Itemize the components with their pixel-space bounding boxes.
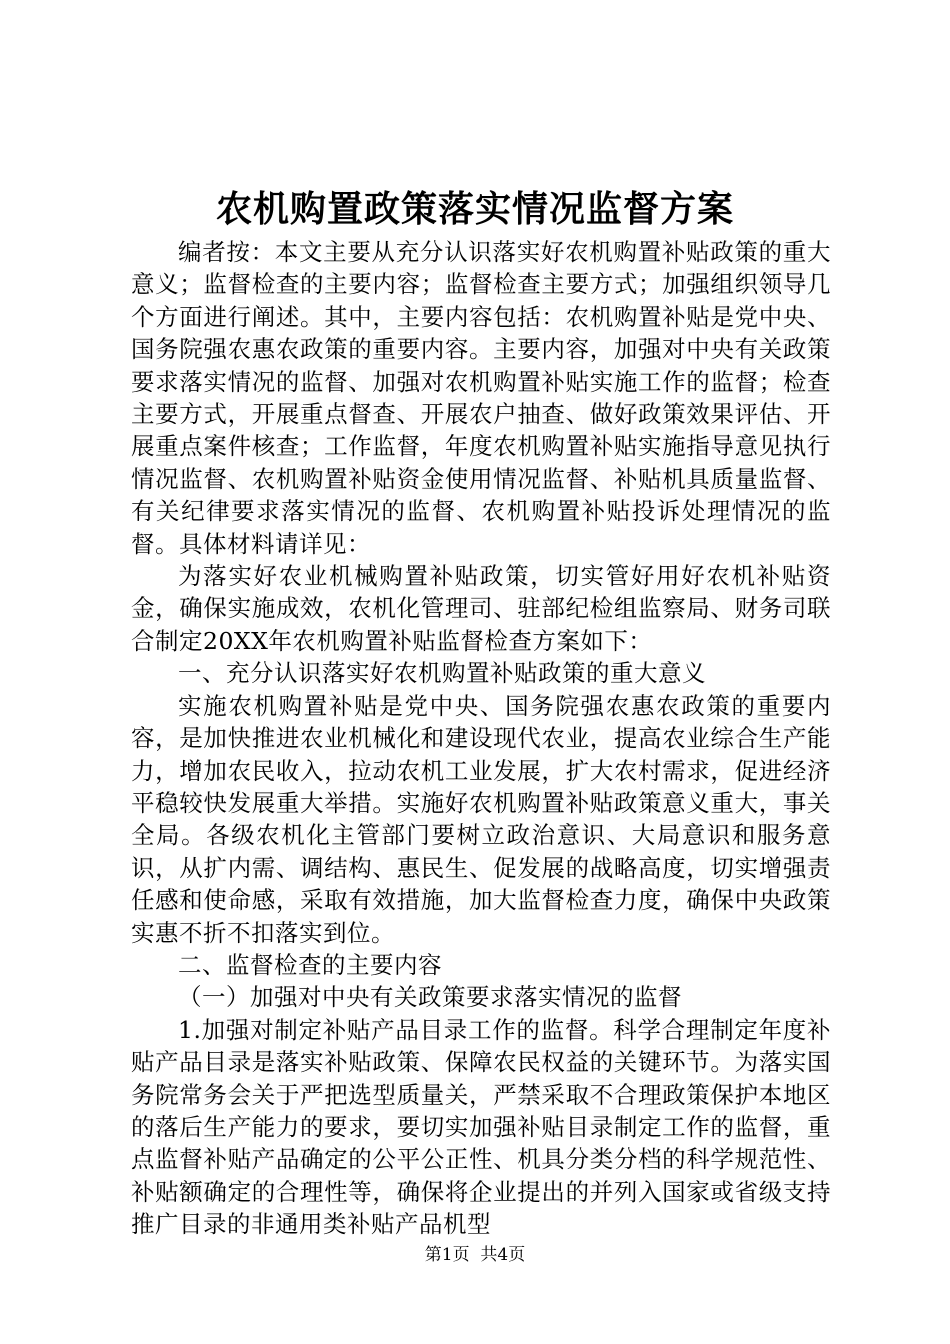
document-body xyxy=(131,236,831,1241)
section-heading-2: 二、监督检查的主要内容 xyxy=(178,950,442,979)
section-1-paragraph: 实施农机购置补贴是党中央、国务院强农惠农政策的重要内容，是加快推进农业机械化和建设现代农业，提高农业综合生产能力，增加农民收入，拉动农机工业发展，扩大农村需求，促进经济平稳较快发展重大举措。实施好农机购置补贴政策意义重大，事关全局。各级农机化主管部门要树立政治意识、大局意识和服务意识，从扩内需、调结构、惠民生、促发展的战略高度，切实增强责任感和使命感，采取有效措施，加大监督检查力度，确保中央政策实惠不折不扣落实到位。 xyxy=(131,691,831,947)
editor-note-paragraph: 编者按：本文主要从充分认识落实好农机购置补贴政策的重大意义；监督检查的主要内容；监督检查主要方式；加强组织领导几个方面进行阐述。其中，主要内容包括：农机购置补贴是党中央、国务院强农惠农政策的重要内容。主要内容，加强对中央有关政策要求落实情况的监督、加强对农机购置补贴实施工作的监督；检查主要方式，开展重点督查、开展农户抽查、做好政策效果评估、开展重点案件核查；工作监督，年度农机购置补贴实施指导意见执行情况监督、农机购置补贴资金使用情况监督、补贴机具质量监督、有关纪律要求落实情况的监督、农机购置补贴投诉处理情况的监督。具体材料请详见： xyxy=(131,238,831,558)
subsection-1-paragraph: 1.加强对制定补贴产品目录工作的监督。科学合理制定年度补贴产品目录是落实补贴政策、保障农民权益的关键环节。为落实国务院常务会关于严把选型质量关，严禁采取不合理政策保护本地区的落后生产能力的要求，要切实加强补贴目录制定工作的监督，重点监督补贴产品确定的公平公正性、机具分类分档的科学规范性、补贴额确定的合理性等，确保将企业提出的并列入国家或省级支持推广目录的非通用类补贴产品机型 xyxy=(131,1015,831,1239)
page-number: 第1页 xyxy=(424,1245,470,1265)
document-title: 农机购置政策落实情况监督方案 xyxy=(215,188,734,230)
page-total: 共4页 xyxy=(480,1245,526,1265)
page-footer xyxy=(0,1244,950,1266)
subsection-heading-1: （一）加强对中央有关政策要求落实情况的监督 xyxy=(178,983,682,1012)
intro-paragraph: 为落实好农业机械购置补贴政策，切实管好用好农机补贴资金，确保实施成效，农机化管理司、驻部纪检组监察局、财务司联合制定20XX年农机购置补贴监督检查方案如下： xyxy=(131,562,831,655)
section-heading-1: 一、充分认识落实好农机购置补贴政策的重大意义 xyxy=(178,659,706,688)
